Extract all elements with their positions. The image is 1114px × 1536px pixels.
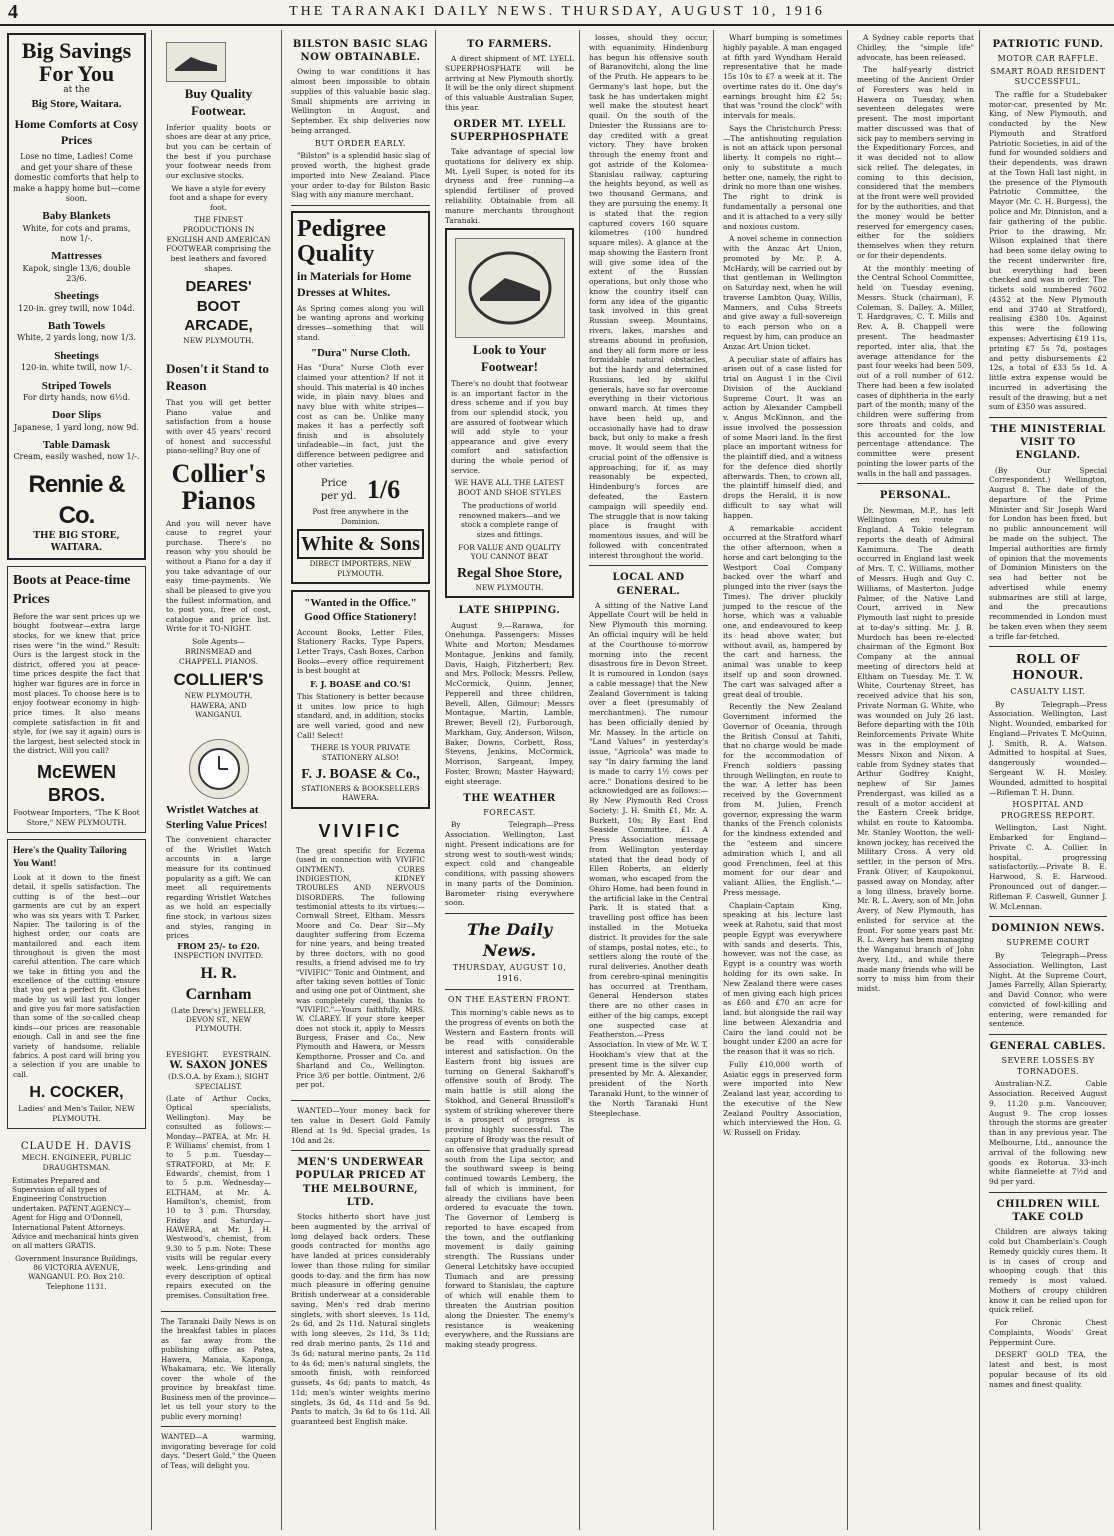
shipping-heading: LATE SHIPPING.	[458, 605, 561, 617]
savings-title: Big Savings For You	[21, 38, 132, 87]
colliers-sub: NEW PLYMOUTH, HAWERA, AND WANGANUI.	[184, 691, 253, 720]
look-text-4: FOR VALUE AND QUALITY YOU CANNOT BEAT	[458, 542, 561, 562]
carnham-name: H. R. Carnham	[185, 964, 252, 1003]
column-7	[852, 30, 980, 1530]
davis-name: CLAUDE H. DAVIS	[20, 1141, 133, 1153]
hospital-heading: HOSPITAL AND PROGRESS REPORT.	[1001, 800, 1095, 820]
regal-sub: NEW PLYMOUTH.	[475, 582, 544, 592]
raffle-sub: SMART ROAD RESIDENT SUCCESSFUL.	[990, 66, 1106, 87]
slag-text-2: "Bilston" is a splendid basic slag of proved worth, the highest grade imported into New Zealand. Place your order to-day for Bilston Basic Slag with any manure merchant.	[291, 151, 430, 200]
whites-sub: DIRECT IMPORTERS, NEW PLYMOUTH.	[309, 559, 412, 578]
wristlet-heading: Wristlet Watches at Sterling Value Prices!	[166, 804, 268, 831]
list-item: Door Slips Japanese, 1 yard long, now 9d.	[14, 409, 139, 432]
list-item: Mattresses Kapok, single 13/6, double 23/6.	[22, 250, 131, 284]
pedigree-word: Pedigree	[297, 216, 386, 243]
desert-gold-notice: WANTED—Your money back for ten value in Desert Gold Family Blend at 1s 9d. Special grades, 1s 10d and 2s.	[291, 1106, 430, 1145]
column-6	[718, 30, 848, 1530]
quality-word: Quality	[297, 241, 375, 268]
news-item: Chaplain-Captain King, speaking at his lecture last week at Rahotu, said that most people Egypt was everywhere with sands and deserts. This, however, was not the case, as Egypt is a country was worth holding for its own sake. In New Zealand there were cases of men giving each high prices as £60 and £70 an acre for land, but alongside the rail way line between Alexandria and Cairo the land could not be bought under £200 an acre for the reason that it was so rich.	[723, 900, 842, 1057]
weather-text: By Telegraph—Press Association. Wellington, Last night. Present indications are for strong west to south-west winds; expect cold and changeable conditions, with passing showers in many parts of the Dominion. Barometer rising everywhere soon.	[445, 820, 574, 908]
order-text: Take advantage of special low quotations for delivery ex ship. Mt. Lyell Super, is noted for its dryness and free running—a splendid fertiliser of proved reliability. Obtainable from all manure merchants throughout Taranaki.	[445, 147, 574, 225]
vivific-advert	[291, 815, 430, 1095]
rennie-name: Rennie & Co.	[28, 470, 125, 529]
comforts-heading: Home Comforts at Cosy Prices	[14, 117, 139, 147]
local-heading: LOCAL AND GENERAL.	[612, 572, 685, 597]
boase-advert	[291, 590, 430, 808]
news-item: A Sydney cable reports that Chidley, the "simple life" advocate, has been released.	[857, 33, 974, 62]
news-item: At the monthly meeting of the Central School Committee, held on Tuesday evening, Messrs. Stuck (chairman), F. Coleman, S. Dalley, A. Miller, T. Hardgraves, C. T. Mills and Rev. A. B. Chappell were present. The headmaster reported, inter alia, that the average attendance for the past four weeks had been 509, out of a roll number of 612. There had been a few isolated cases of diphtheria in the early part of the month; many of the children were suffering from sore throats and colds, and this accounted for the low percentage attendance. The committee were present pointing the lower parts of the walls in the hall and passages.	[857, 263, 974, 478]
roll-heading: ROLL OF HONOUR.	[1012, 652, 1084, 683]
order-heading: ORDER MT. LYELL SUPERPHOSPHATE	[450, 118, 569, 143]
wristlet-inspection: INSPECTION INVITED.	[173, 951, 264, 961]
column-5	[584, 30, 714, 1530]
shoes-illustration	[455, 238, 565, 338]
column-2	[156, 30, 282, 1530]
carnham-advert	[161, 730, 276, 1038]
cocker-advert	[7, 839, 146, 1129]
deares-sub: NEW PLYMOUTH.	[183, 335, 254, 345]
dura-heading: "Dura" Nurse Cloth.	[310, 347, 411, 360]
wristlet-text: The convenient character of the Wristlet Watch accounts in a large measure for its continued popularity as a gift. We can meet all requirements regarding Wristlet Watches as we hold an especially fine stock, in various sizes and styles, ranging in prices	[166, 835, 271, 941]
stand-heading: Dosen't it Stand to Reason	[166, 361, 269, 394]
tailor-heading: Here's the Quality Tailoring You Want!	[13, 846, 127, 869]
boase-text-2: THERE IS YOUR PRIVATE STATIONERY ALSO!	[310, 743, 411, 762]
column-8	[984, 30, 1112, 1530]
boots-heading: Boots at Peace-time Prices	[13, 573, 131, 607]
look-heading: Look to Your Footwear!	[472, 342, 547, 375]
rennie-advert	[7, 33, 146, 560]
court-heading: SUPREME COURT	[1006, 938, 1090, 948]
news-item: Recently the New Zealand Government informed the Governor of Oceania, through the British Consul at Tahiti, that no charge would be made for the accommodation of French soldiers passing through Wellington, en route to the war. A letter has been received by the Government from M. Julien, French governor, expressing the warm thanks of the French colonists for the kindness extended and the "esteem and sincere admiration which I, and all good Frenchmen, feel at this moment for our dear and valiant Allies, the English."—Press message.	[723, 702, 842, 897]
boase-name-2: F. J. BOASE & Co.,	[301, 766, 420, 782]
local-text: A sitting of the Native Land Appellate Court will be held in New Plymouth this morning. An official inquiry will be held at the Courthouse to-morrow morning into the recent disastrous fire in Devon Street. It is rumoured in London (says a cable message) that the New Zealand Government is taking over a fleet (presumably of merchantmen). The rumour has been officially denied by Mr. Massey. In the article on "Land Values" in yesterday's issue, "Agricola" was made to say "In dairy farming the land is made to carry 1½ cows per acre." Donations desired to be acknowledged are as follows:—By New Plymouth Red Cross Society: J. H. Smith £1, Mr. A. Burkett, 10s; By East End Seaside Committee, £1. A Press Association message from Wellington yesterday stated that the dead body of Ellen Roberts, an elderly woman, who escaped from the Ohiro Home, had been found in the artificial lake in the Central Park. It is stated that a travelling post office has been installed in the Motueka district. It provides for the sale of stamps, postal notes, etc., to settlers along the route of the rural deliveries. Another death from cerebro-spinal meningitis has occurred at Trentham. General Henderson states there are no other cases in either of the big camps, except one suspected case at Featherston.—Press Association. In view of Mr. W. T. Hookham's view that at the present time is the silver cup presented by Mr. A. Alexander, president of the North Taranaki Hunt, to the winner of the North Taranaki Hunt Steeplechase.	[589, 600, 708, 1118]
boase-sub: STATIONERS & BOOKSELLERS HAWERA.	[301, 783, 420, 803]
raffle-text: The raffle for a Studebaker motor-car, presented by Mr. King, of New Plymouth, and conducted by the New Plymouth and Stratford Patriotic Societies, in aid of the fund for wounded soldiers and their dependents, was drawn at the Town Hall last night, in the presence of the Plymouth Patriotic Committee, the Mayor (Mr. C. H. Burgess), the police and Mr. Dinniston, and a fair gathering of the public. Prior to the drawing, Mr. Wilson explained that there had been some delay owing to the recent underwriter fire, but everything had been checked and was in order. The tickets sold numbered 7602 (4352 at the New Plymouth end and 3740 at Stratford), realising £380 10s. Against this were the following expenses: Advertising £19 11s, printing £7 5s 7d, postages and petty disbursements £2 12s, a total of £33 5s 1d. A little extra expense would be incurred in advertising the result of the drawing, but a net sum of £350 was assured.	[989, 89, 1107, 412]
colliers-text: And you will never have cause to regret your purchase. There's no reason why you should be without a Piano for a day if you take advantage of our easy time-payments. We shall be pleased to give you the fullest information, and to post you, free of cost, catalogue and price list. Write for it TO-NIGHT.	[166, 518, 271, 634]
cocker-sub: Ladies' and Men's Tailor, NEW PLYMOUTH.	[18, 1103, 135, 1123]
front-text: This morning's cable news as to the progress of events on both the Western and Eastern fronts will be read with considerable interest and satisfaction. On the Eastern front big issues are turning on General Sakharoff's offensive south of Brody. The main battle is still along the Stokhod, and General Brussiloff's system of striking wherever there is a prospect of progress is proving highly successful. The capture of Brody was the result of an offensive that gradually spread south from the Lipa sector, and the southward sweep is being continued towards Lemberg, the fall of which is imminent, for already the civilians have been ordered to evacuate the town. The Governor of Lemberg is reported to have escaped from the town, and the outflanking movement is daily gaining strength. The Russians under General Letchitsky have occupied Tlumach and are pressing forward to Stanislau, the capture of which will enable them to threaten the Austrian position along the Dniester. The enemy's resistance is weakening everywhere, and the Russians are making steady progress.	[445, 1008, 574, 1350]
comforts-intro: Lose no time, Ladies! Come and get your share of these domestic comforts that help to make a happy home but—come soon.	[13, 152, 140, 203]
column-4	[440, 30, 580, 1530]
column-3	[286, 30, 436, 1530]
regal-advert	[445, 228, 574, 598]
daily-news-title: The Daily News.	[467, 920, 552, 961]
news-item: Fully £10,000 worth of Asiatic eggs in preserved form were imported into New Zealand last year, according to the executive of the New Zealand Poultry Association, which interviewed the Hon. G. W. Russell on Friday.	[723, 1059, 842, 1138]
fund-heading: PATRIOTIC FUND.	[992, 39, 1104, 50]
davis-text: Estimates Prepared and Supervision of all types of Engineering Construction undertaken. PATENT AGENCY—Agent for Higg and O'Donnell, International Patent Attorneys. Advice and mechanical hints given on all matters GRATIS.	[12, 1175, 139, 1251]
look-text-2: WE HAVE ALL THE LATEST BOOT AND SHOE STYLES	[454, 478, 565, 498]
price-label: Price per yd.	[320, 478, 357, 503]
vivific-name: VIVIFIC	[318, 820, 403, 841]
savings-at: at the	[63, 85, 90, 96]
tea-text: DESERT GOLD TEA, the latest and best, is most popular because of its old names and finest quality.	[989, 1350, 1107, 1389]
shoe-illustration	[166, 42, 226, 82]
list-item: Table Damask Cream, easily washed, now 1/-.	[13, 438, 140, 462]
farmers-text: A direct shipment of MT. LYELL SUPERPHOSPHATE will be arriving at New Plymouth shortly. It will be the only direct shipment of this valuable Australian Super, this year.	[445, 54, 574, 113]
daily-news-date: THURSDAY, AUGUST 10, 1916.	[452, 963, 567, 983]
list-item: Baby Blankets White, for cots and prams, now 1/-.	[22, 210, 131, 243]
weather-heading: THE WEATHER	[463, 792, 556, 804]
mcewen-name: McEWEN BROS.	[36, 762, 116, 806]
saxon-text: (Late of Arthur Cocks, Optical specialists, Wellington). May be consulted as follows:— Monday—PATEA, at Mr. H. P. Williams' chemist, from 1 to 5 p.m. Tuesday—STRATFORD, at Mr. F. Edwards', chemist, from 1 to 5 p.m. Wednesday—ELTHAM, at Mr. A. Hamilton's, chemist, from 10 to 3 p.m. Thursday, Friday and Saturday—HAWERA, at Mr. J. H. Westwood's, chemist, from 9.30 to 5 p.m. Note: These visits will be regular every week. Lens-grinding and every description of optical repairs executed on the premises. Consultation free.	[166, 1094, 271, 1300]
news-item: Wharf bumping is sometimes highly payable. A man engaged at fifth yard Wyndham Herald representative that he made 15s 10s to £7 a week at it. The overtime rates do it. One day's earnings brought him £2 5s; that was "round the clock" with intervals for meals.	[723, 33, 842, 121]
tailor-text: Look at it down to the finest detail, it spells satisfaction. The cutting is of the best—our garments are cut by an expert who was six years with T. Parker, Napier. The tailoring is of the highest order, our coats are mantailored and each item throughout is given the most careful attention. The care which we take in fitting you and the excellence of the cutting ensure that you get a perfect fit. Clothes made by us will last you longer and give you far more satisfaction than some of the so-called cheap kinds—our prices are reasonable enough. Call in and see the fine variety of handsome, reliable fabrics. A post card will bring you a selection if you are unable to call.	[13, 873, 140, 1079]
sole-agents: Sole Agents—	[192, 637, 245, 647]
tdn-notice: The Taranaki Daily News is on the breakfast tables in places as far away from the publishing office as Patea, Hawera, Manaia, Kaponga, Whakamara, etc. We literally cover the whole of the province by breakfast time. Business men of the province—let us tell your story to the public every morning!	[161, 1316, 276, 1421]
list-item: Bath Towels White, 2 yards long, now 1/3.	[17, 320, 136, 343]
office-heading: "Wanted in the Office." Good Office Stationery!	[304, 597, 417, 624]
ministerial-heading: THE MINISTERIAL VISIT TO ENGLAND.	[990, 424, 1106, 462]
buy-heading: Buy Quality Footwear.	[184, 86, 253, 118]
cables-sub: SEVERE LOSSES BY TORNADOES.	[1001, 1056, 1095, 1076]
page-number: 4	[8, 0, 18, 23]
personal-text: Dr. Newman, M.P., has left Wellington en route to England. A Tokio telegram reports the death of Admiral Kamimura. The death occurred in England last week of Mrs. T. C. Williams, mother of Messrs. Hugh and Guy C. Williams, of Masterton. Judge Palmer, of the Native Land Court, arrived in New Plymouth last night to preside at to-day's sitting. Mr. J. B. Murdoch has been re-elected chairman of the Egmont Box Company at the annual meeting of directors held at Eltham on Tuesday. Mr. T. W. White, Courtenay Street, has received advice that his son, Private Norman G. White, who was wounded on July 26 last. Before departing with the 10th Reinforcements Private White was in the employment of Messrs Nixon and Nixon. A cable from Sydney states that Arthur Godfrey Knight, nephew of Sir James Prendergast, was killed as a result of a motor accident at the Eastern Creek bridge, whilst en route to Katoomba. Mr. Stanley Wootton, the well-known jockey, has received the Military Cross. A very old settler, in the person of Mrs. Frank Oliver, of Kaupokonui, passed away on Monday, after a long illness, bravely borne. Mr. R. L. Avery, son of Mr. John Avery, of New Plymouth, has enlisted for service at the front. For some years past Mr. R. L. Avery has been managing the Wanganui branch of John Avery, Ltd., and while there made many friends who will be sorry to miss him from their midst.	[857, 505, 974, 994]
list-item: Sheetings 120-in. white twill, now 1/-.	[20, 349, 133, 373]
front-continued: losses, should they occur, with equanimity. Hindenburg has begun his offensive south of Baranovitchi, along the line of the Pruth. He appears to be Germany's last hope, but the task he has undertaken might well make the stoutest heart quail. On the south of the Dniester the Russians are to-day credited with a great victory. They have broken through the enemy front and got astride of the Kolomea-Stanislau railway, capturing the heights beyond, as well as two thousand Germans, and they are pursuing the enemy. It is stated that the region captured covers 160 square kilometres (100 hundred square miles). A glance at the map showing the Eastern front will give some idea of the extent of the Russian operations, but only those who know the country itself can form any idea of the gigantic task involved in this great Russian sweep. Mountains, rivers, lakes, marshes and streams abound in profusion, and they all form more or less formidable natural obstacles, but the hardy and determined Russians, led by skilful generals, have so far overcome everything in their victorious onward march. At times they have been held up, and occasionally have had to draw back, but only to make a fresh move. It would seem that the crucial point of the offensive is approaching, for if, as may reasonably be expected, Hindenburg's forces are defeated, the Eastern campaign will speedily end. The struggle that is now taking place is fraught with momentous issues, and will be followed with concentrated interest throughout the world.	[589, 33, 708, 560]
newspaper-title: THE TARANAKI DAILY NEWS. THURSDAY, AUGUST 10, 1916	[289, 4, 825, 19]
pedigree-text: As Spring comes along you will be wanting aprons and working dresses—something that will stand.	[297, 303, 424, 342]
raffle-heading: MOTOR CAR RAFFLE.	[997, 54, 1099, 64]
slag-heading: BILSTON BASIC SLAG NOW OBTAINABLE.	[292, 39, 429, 64]
regal-name: Regal Shoe Store,	[456, 565, 563, 581]
ministerial-text: (By Our Special Correspondent.) Wellington, August 8. The date of the departure of the Prime Minister and Sir Joseph Ward for London has been fixed, but no public announcement will be made on the subject. The Imperial authorities are firmly of opinion that the movements of Dominion Ministers on the sea had better not be advertised while enemy submarines are still at large, and the precautions recommended in London must be taken even when they seem a trifle far-fetched.	[989, 465, 1107, 641]
cold-heading: CHILDREN WILL TAKE COLD	[996, 1198, 1100, 1224]
cold-text-2: For Chronic Chest Complaints, Woods' Great Peppermint Cure.	[989, 1318, 1107, 1347]
court-text: By Telegraph—Press Association. Wellington, Last Night. At the Supreme Court, James Farrelly, Allan Spierarty, and David Connor, who were convicted of fowl-killing and entering, were remanded for sentence.	[989, 951, 1107, 1029]
farmers-heading: TO FARMERS.	[466, 39, 553, 50]
savings-store: Big Store, Waitara.	[31, 97, 122, 110]
brinsmead: BRINSMEAD and CHAPPELL PIANOS.	[179, 646, 258, 666]
slag-text: Owing to war conditions it has almost been impossible to obtain supplies of this valuable basic slag. Small shipments are arriving in Wellington in August, and September. Ex ship deliveries now being arranged.	[291, 67, 430, 135]
personal-heading: PERSONAL.	[879, 490, 952, 502]
deares-advert	[161, 33, 276, 350]
shipping-text: August 9.—Rarawa, for Onehunga. Passengers: Misses White and Morton; Mesdames Montague, Jenkins and family, Davis, Haigh, Fitzherbert; Rev. and Mrs. Pollock; Messrs. Pellew, McCormick, Quinn, Jenner, Pepperell and three children, Bevell, Allen, Gilmour; Messrs Montague, Martin, Lamble, Brewer, Bevell (2), Furborough, Markham, Guy, Anderson, Wilson, Baker, Downs, Corbett, Ross, Stevens, Jenkins, McCormick, Morrison, Sargeant, Impey, Foster, Brown; Master Hayward; eight steerage.	[445, 620, 574, 786]
weather-sub: FORECAST.	[483, 807, 536, 817]
look-text-3: The productions of world renowned makers—and we stock a complete range of sizes and fittings.	[458, 501, 561, 539]
dominion-heading: DOMINION NEWS.	[991, 923, 1105, 935]
buy-text-3: THE FINEST PRODUCTIONS IN ENGLISH AND AMERICAN FOOTWEAR comprising the best leathers and favored shapes.	[166, 215, 271, 273]
colliers-name-2: COLLIER'S	[173, 670, 264, 690]
list-item: Sheetings 120-in. grey twill, now 104d.	[18, 290, 135, 313]
news-item: A novel scheme in connection with the Anzac Art Union, promoted by Mr. P. A. McHardy, will be carried out by that gentleman in Wellington on Saturday next, when he will traverse Lambton Quay, Willis, Manners, and Cuba Streets and give away a full-sovereign to each person who on a request by him, can produce an Anzac Art Union ticket.	[723, 234, 842, 351]
boase-text: This Stationery is better because it unites low price to high standard, and, in addition, stocks are well varied, good and new Call! Select!	[297, 692, 424, 740]
price-value: 1/6	[366, 475, 401, 505]
look-text: There's no doubt that footwear is an important factor in the dress scheme and if you buy from our splendid stock, you are assured of footwear which will add style to your appearance and give every comfort and satisfaction during the whole period of service.	[451, 379, 568, 475]
deares-name: DEARES' BOOT ARCADE,	[184, 278, 253, 335]
news-item: A remarkable accident occurred at the Stratford wharf the other afternoon, when a horse and cart belonging to the Westport Coal Company backed over the wharf and plunged into the river (says the Times). The driver pluckily jumped to the rescue of the horse, which was a valuable one, and endeavoured to keep its head above water, but without avail, as, hampered by the cart and harness, the animal was unable to keep itself up and soon drowned. The cart was salvaged after a great deal of trouble.	[723, 523, 842, 699]
tea-notice: WANTED—A warming, invigorating beverage for cold days. "Desert Gold," the Queen of Teas, will delight you.	[161, 1432, 276, 1470]
vivific-text: The great specific for Eczema (used in connection with VIVIFIC OINTMENT). CURES INDIGESTION, KIDNEY TROUBLES AND NERVOUS DISORDERS. The following testimonial attests to its virtues:— Cornwall Street, Eltham. Messrs Moore and Co. Dear Sir—My daughter suffering from Eczema for nine years, and being treated by three doctors, with no good results, a friend advised me to try "VIVIFIC" Tonic and Ointment, and after taking seven bottles of Tonic and using one pot of Ointment, she was completely cured, thanks to "VIVIFIC."—Yours faithfully, MRS. W. CLAREY. If your store keeper does not stock it, apply to Messrs Burgess, Fraser and Co., New Plymouth and Hawera, or Messrs Kempthorne, Prosser and Co. and Sharland and Co., Wellington. Price 3/6 per bottle. Ointment, 2/6 per pot.	[296, 845, 425, 1089]
items-list	[13, 209, 140, 462]
cables-text: Australian-N.Z. Cable Association. Received August 9, 11.20 p.m. Vancouver, August 9. The crop losses through the storms are greater than in any previous year. The Melbourne, Ltd., announce the arrival of the following new goods ex Rotorua. 33-inch white flannelette at 7½d and 9d per yard.	[989, 1079, 1107, 1187]
rennie-sub: THE BIG STORE, WAITARA.	[33, 530, 120, 553]
cocker-name: H. COCKER,	[29, 1083, 124, 1101]
casualty-heading: CASUALTY LIST.	[1010, 687, 1086, 697]
mens-text: Stocks hitherto short have just been augmented by the arrival of long delayed back orders. These goods contracted for months ago have landed at prices considerably lower than those ruling for similar goods to-day, and the firm has now much pleasure in offering genuine British underwear at a considerable saving. Men's red drab merino singlets, with short sleeves, 1s 11d, 2s 6d, and 2s 11d. Natural singlets with long sleeves, 2s 11d, 3s 11d; red drab merino pants, 2s 11d and 3s 6d; natural merino pants, 2s 11d to 4s 6d; men's natural singlets, the smooth finish, with reinforced gussets, 4s 6d; pants to match, 4s 11d; men's winter weights merino singlets, 3s 6d, 4s 11d and 5s 9d. Pants to match, 3s 6d to 6s 11d. All guaranteed best English make.	[291, 1212, 430, 1427]
saxon-advert	[161, 1045, 276, 1305]
carnham-sub: (Late Drew's) JEWELLER, DEVON ST., NEW PLYMOUTH.	[171, 1005, 266, 1034]
masthead	[0, 0, 1114, 26]
dura-text: Has "Dura" Nurse Cloth ever claimed your attention? If not it should. This material is 40 inches wide, in plain navy blues and navy blue with white stripes—cost as can be. Unlike many makes it has a perfectly soft finish and is absolutely unfadeable—in fact, just the difference between pedigree and other varieties.	[297, 363, 424, 469]
colliers-name: Collier's Pianos	[171, 458, 266, 516]
colliers-advert	[161, 356, 276, 724]
cables-heading: GENERAL CABLES.	[989, 1041, 1107, 1053]
list-item: Striped Towels For dirty hands, now 6½d.	[22, 379, 131, 402]
news-item: Says the Christchurch Press:—The antishouting regulation is not an attack upon personal liberty. It compels no right—only to substitute a much better one, namely, the right to drink no more than one wishes. The right to drink is fundamentally a personal one and it is attached to a very silly and noxious custom.	[723, 123, 842, 231]
news-item: A peculiar state of affairs has arisen out of a case listed for trial on August 1 in the Civil Division of the Auckland Supreme Court. It was an action by Alexander Campbell v. Angus McKinnon, and the issue involved the possession of some Maori land. In the first place an important witness for the plaintiff died, and a witness for the defence died shortly afterwards. Then, to crown all, the plaintiff himself died, and drops the Herald, it is now difficult to say what will happen.	[723, 354, 842, 520]
wristlet-price: FROM 25/- to £20.	[177, 940, 260, 951]
mcewen-advert	[7, 566, 146, 833]
hospital-text: Wellington, Last Night. Embarked for England—Private C. A. Collier. In hospital, progressing satisfactorily.—Private B. E. Harwood, S. E. Harwood. Pronounced out of danger.—Rifleman F. Caswell, Gunner J. W. McLennan.	[989, 823, 1107, 911]
casualty-text: By Telegraph—Press Association. Wellington, Last Night. Wounded, embarked for England—Privates T. McQuinn, J. Smith, R. A. Watson. Admitted to hospital at Sues, dangerously wounded—Sergeant W. H. Mosley. Wounded, admitted to hospital—Rifleman T. H. Dunn.	[989, 699, 1107, 797]
eyesight-row: EYESIGHT. EYESTRAIN.	[166, 1049, 271, 1059]
buy-text: Inferior quality boots or shoes are dear at any price, but you can be certain of the best if you purchase your footwear needs from our exclusive stocks.	[166, 122, 271, 180]
cold-text: Children are always taking cold but Chamberlain's Cough Remedy quickly cures them. It is in cases of croup and whooping cough that this remedy is most valued. Mothers of croupy children know it can be relied upon for quick relief.	[989, 1227, 1107, 1315]
davis-advert	[7, 1135, 146, 1296]
saxon-name: W. SAXON JONES	[169, 1060, 268, 1072]
pedigree-sub: in Materials for Home Dresses at Whites.	[297, 269, 412, 300]
watch-illustration	[189, 739, 249, 799]
buy-text-2: We have a style for every foot and a shape for every foot.	[169, 183, 268, 212]
whites-name: White & Sons	[297, 529, 424, 559]
davis-sub: MECH. ENGINEER, PUBLIC DRAUGHTSMAN.	[21, 1153, 132, 1173]
stand-text: That you will get better Piano value and satisfaction from a house with over 45 years' record of honest and successful piano-selling? Buy one of	[166, 398, 271, 456]
mcewen-sub: Footwear Importers, "The K Boot Store," NEW PLYMOUTH.	[13, 807, 140, 827]
whites-advert	[291, 211, 430, 584]
slag-order: BUT ORDER EARLY.	[314, 138, 407, 148]
mens-heading: MEN'S UNDERWEAR POPULAR PRICED AT THE MELBOURNE, LTD.	[295, 1157, 426, 1208]
front-heading: ON THE EASTERN FRONT.	[448, 995, 571, 1005]
boots-text: Before the war sent prices up we bought footwear—extra large stocks, for we knew that price rises were "in the wind." Result: Ours is the largest stock in the district, offered you at peace-time prices despite the fact that higher war figures are in force in most places. To choose here is to enjoy footwear economy in high-price times. It also means complete satisfaction in fit and style, for (we say it again) ours is the largest, best selected stock in the district. Will you call?	[13, 611, 140, 756]
news-item: The half-yearly district meeting of the Ancient Order of Foresters was held in Hawera on Tuesday, when seventeen delegates were present. The most important matter discussed was that of sick pay to members serving in the Expeditionary Forces, and it was decided not to allow sick relief. The delegates, in coming to this decision, considered that the members at the front were well provided for by the authorities, and that the money would be better reserved for emergency cases, either for the soldiers themselves when they return or for their dependents.	[857, 65, 974, 260]
boase-name: F. J. BOASE and CO.'S!	[310, 678, 411, 689]
price-row	[297, 473, 424, 507]
column-1	[2, 30, 152, 1530]
office-text: Account Books, Letter Files, Stationery Racks, Type Papers, Letter Trays, Cash Boxes, Carbon Books—every office requirement is best bought at	[297, 627, 424, 676]
davis-address: Government Insurance Buildings, 86 VICTORIA AVENUE, WANGANUI. P.O. Box 210. Telephone 1131.	[15, 1253, 138, 1291]
post-free: Post free anywhere in the Dominion.	[312, 507, 409, 526]
saxon-sub: (D.S.O.A. by Exam.), SIGHT SPECIALIST.	[168, 1072, 269, 1091]
